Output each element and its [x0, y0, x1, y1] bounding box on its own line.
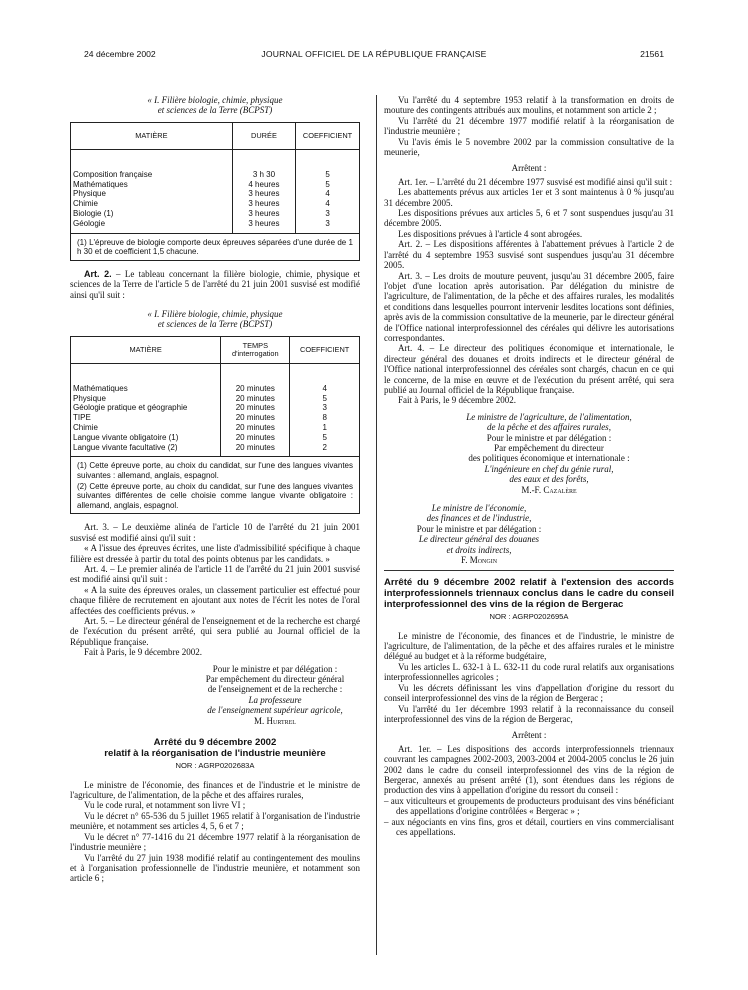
- paragraph: Vu le décret n° 77-1416 du 21 décembre 1977 relatif à la réorganisation de l'industrie meunière ;: [70, 831, 360, 853]
- duration-cell: 3 heures: [232, 189, 295, 199]
- paragraph: Vu l'arrêté du 4 septembre 1953 relatif à la transformation en droits de mouture des contingents attribués aux moulins, et notamment son article 2 ;: [384, 95, 674, 116]
- signature-block-economie: [384, 503, 574, 565]
- duration-cell: 20 minutes: [221, 443, 290, 453]
- table-row: [71, 413, 359, 423]
- signature-line: de la pêche et des affaires rurales,: [487, 422, 611, 433]
- subject-cell: Géologie: [73, 218, 106, 228]
- coefficient-cell: 4: [296, 189, 359, 199]
- page-header: [0, 49, 748, 61]
- table-row: [71, 189, 359, 199]
- signature-block: [190, 664, 360, 726]
- fait-a-paris: Fait à Paris, le 9 décembre 2002.: [398, 395, 516, 406]
- paragraph: Vu l'arrêté du 21 décembre 1977 modifié relatif à la réorganisation de l'industrie meunière ;: [384, 115, 674, 137]
- signature-block-agriculture: [424, 412, 674, 495]
- signatory-name: F. Mongin: [460, 555, 498, 566]
- paragraph: Les dispositions prévues aux articles 5, 6 et 7 sont suspendues jusqu'au 31 décembre 2005.: [384, 208, 674, 229]
- table2: [70, 336, 360, 515]
- table2-header: MATIÈRE: [71, 337, 221, 364]
- table2-header-line: d'interrogation: [232, 348, 279, 358]
- subject-cell: Géologie pratique et géographie: [73, 403, 188, 413]
- nor-reference: NOR : AGRP0202695A: [489, 612, 569, 622]
- table-row: [71, 180, 359, 190]
- coefficient-cell: 5: [290, 394, 359, 404]
- arretent-heading: Arrêtent :: [511, 730, 547, 741]
- coefficient-cell: 8: [290, 413, 359, 423]
- table2-title: « I. Filière biologie, chimie, physique: [147, 309, 283, 319]
- subject-cell: Mathématiques: [73, 179, 128, 189]
- fait-a-paris: Fait à Paris, le 9 décembre 2002.: [84, 647, 202, 658]
- signature-line: des eaux et des forêts,: [509, 474, 589, 485]
- coefficient-cell: 3: [296, 209, 359, 219]
- duration-cell: 20 minutes: [221, 403, 290, 413]
- table2-header: COEFFICIENT: [290, 337, 359, 364]
- list-item: – aux viticulteurs et groupements de producteurs produisant des vins bénéficiant des appellations d'origine contrôlées « Bergerac » ;: [384, 795, 674, 817]
- list-item: – aux négociants en vins fins, gros et détail, courtiers en vins commercialisant ces appellations.: [384, 816, 674, 837]
- signature-line: La professeure: [248, 694, 302, 705]
- signature-line: Par empêchement du directeur: [494, 443, 604, 453]
- signature-line: Le ministre de l'agriculture, de l'alimentation,: [466, 411, 632, 422]
- coefficient-cell: 3: [290, 403, 359, 413]
- article-2-text: – Le tableau concernant la filière biologie, chimie, physique et sciences de la Terre de l'article 5 de l'arrêté du 21 juin 2001 susvisé est modifié ainsi qu'il suit :: [70, 268, 361, 300]
- article-1: Art. 1er. – Les dispositions des accords interprofessionnels triennaux couvrant les campagnes 2002-2003, 2003-2004 et 2004-2005 conclus le 26 juin 2002 dans le cadre du conseil interprofessionnel des vins de la région de Bergerac, annexés au présent arrêté (1), sont étendues dans les régions de production des vins à appellation d'origine du ressort du conseil :: [384, 743, 674, 796]
- paragraph: Le ministre de l'économie, des finances et de l'industrie et le ministre de l'agriculture, de l'alimentation, de la pêche et des affaires rurales,: [70, 779, 360, 801]
- signature-line: et droits indirects,: [446, 544, 512, 555]
- table-row: [71, 199, 359, 209]
- subject-cell: Chimie: [73, 423, 98, 432]
- paragraph: Le ministre de l'économie, des finances et de l'industrie, le ministre de l'agriculture, de l'alimentation, de la pêche et des affaires rurales et le ministre délégué au budget et à la réforme budgétaire,: [384, 630, 674, 662]
- signature-line: Pour le ministre et par délégation :: [212, 663, 338, 674]
- paragraph: Vu les décrets définissant les vins d'appellation d'origine du ressort du conseil interprofessionnel des vins de la région de Bergerac ;: [384, 682, 674, 704]
- table-row: [71, 423, 359, 433]
- article-3: Art. 3. – Le deuxième alinéa de l'article 10 de l'arrêté du 21 juin 2001 susvisé est modifié ainsi qu'il suit :: [70, 522, 360, 543]
- table1-subtitle: et sciences de la Terre (BCPST): [157, 105, 273, 116]
- journal-title: JOURNAL OFFICIEL DE LA RÉPUBLIQUE FRANÇAISE: [261, 49, 487, 59]
- article-3-quote: « A l'issue des épreuves écrites, une liste d'admissibilité spécifique à chaque filière est dressée à partir du total des points obtenus par les candidats. »: [70, 543, 360, 564]
- table1-header: COEFFICIENT: [296, 123, 359, 150]
- signature-line: Le directeur général des douanes: [418, 534, 540, 545]
- table-row: [71, 209, 359, 219]
- table-row: [71, 384, 359, 394]
- duration-cell: 3 h 30: [232, 170, 295, 180]
- table2-note-1: (1) Cette épreuve porte, au choix du candidat, sur l'une des langues vivantes suivantes : allemand, anglais, espagnol.: [71, 456, 359, 481]
- coefficient-cell: 4: [290, 384, 359, 394]
- subject-cell: Langue vivante obligatoire (1): [73, 432, 179, 442]
- duration-cell: 3 heures: [232, 209, 295, 219]
- article-4: Art. 4. – Le premier alinéa de l'article 11 de l'arrêté du 21 juin 2001 susvisé est modifié ainsi qu'il suit :: [70, 563, 360, 585]
- signature-line: de l'enseignement supérieur agricole,: [207, 705, 343, 716]
- coefficient-cell: 2: [290, 443, 359, 453]
- article-1: Art. 1er. – L'arrêté du 21 décembre 1977 susvisé est modifié ainsi qu'il suit :: [398, 176, 673, 187]
- paragraph: Vu le code rural, et notamment son livre VI ;: [84, 800, 246, 811]
- page-number: 21561: [640, 49, 664, 59]
- paragraph: Vu l'avis émis le 5 novembre 2002 par la commission consultative de la meunerie,: [384, 136, 674, 158]
- subject-cell: Physique: [73, 189, 106, 199]
- coefficient-cell: 5: [296, 180, 359, 190]
- article-4-quote: « A la suite des épreuves orales, un classement particulier est effectué pour chaque filière de recrutement en ajoutant aux notes de l'écrit les notes de l'oral affectées des coefficients prévus. »: [70, 584, 360, 616]
- decree-title: Arrêté du 9 décembre 2002: [153, 737, 277, 749]
- right-column: [384, 95, 674, 837]
- subject-cell: Chimie: [73, 199, 98, 209]
- subject-cell: Composition française: [73, 169, 153, 179]
- signature-line: de l'enseignement et de la recherche :: [207, 684, 343, 695]
- table2-header: [221, 337, 290, 364]
- article-2: Art. 2. – Les dispositions afférentes à l'abattement prévues à l'article 2 de l'arrêté du 4 septembre 1953 susvisé sont suspendues jusqu'au 31 décembre 2005.: [384, 239, 674, 271]
- signatory-name: M.-F. Cazalère: [521, 484, 577, 495]
- decree-subtitle: relatif à la réorganisation de l'industrie meunière: [104, 747, 326, 759]
- subject-cell: TIPE: [73, 413, 91, 423]
- subject-cell: Langue vivante facultative (2): [73, 442, 178, 452]
- coefficient-cell: 1: [290, 423, 359, 433]
- table1-header: DURÉE: [232, 123, 295, 150]
- duration-cell: 20 minutes: [221, 433, 290, 443]
- coefficient-cell: 5: [296, 170, 359, 180]
- paragraph: Les dispositions prévues à l'article 4 sont abrogées.: [398, 228, 583, 239]
- signature-line: des politiques économique et internationale :: [468, 453, 630, 464]
- table-row: [71, 394, 359, 404]
- duration-cell: 3 heures: [232, 219, 295, 229]
- signature-line: Le ministre de l'économie,: [431, 503, 527, 514]
- duration-cell: 20 minutes: [221, 394, 290, 404]
- signature-line: Pour le ministre et par délégation :: [416, 523, 542, 534]
- table-row: [71, 170, 359, 180]
- table1-title: « I. Filière biologie, chimie, physique: [147, 95, 283, 105]
- paragraph: Vu l'arrêté du 1er décembre 1993 relatif à la reconnaissance du conseil interprofessionnel des vins de la région de Bergerac,: [384, 703, 674, 724]
- signatory-name: M. Hurtrel: [254, 715, 296, 726]
- coefficient-cell: 4: [296, 199, 359, 209]
- table2-subtitle: et sciences de la Terre (BCPST): [157, 319, 273, 330]
- paragraph: Vu l'arrêté du 27 juin 1938 modifié relatif au contingentement des moulins et à l'organisation professionnelle de l'industrie meunière, et notamment son article 6 ;: [70, 852, 360, 884]
- table2-grid: [71, 337, 359, 457]
- subject-cell: Biologie (1): [73, 209, 114, 218]
- table1-note: (1) L'épreuve de biologie comporte deux épreuves séparées d'une durée de 1 h 30 et de coefficient 1,5 chacune.: [71, 233, 359, 260]
- subject-cell: Mathématiques: [73, 383, 128, 393]
- paragraph: Vu les articles L. 632-1 à L. 632-11 du code rural relatifs aux organisations interprofessionnelles agricoles ;: [384, 661, 674, 683]
- paragraph: Vu le décret n° 65-536 du 5 juillet 1965 relatif à l'organisation de l'industrie meunière, et notamment ses articles 4, 5, 6 et 7 ;: [70, 810, 360, 832]
- column-divider: [376, 95, 377, 955]
- paragraph: Les abattements prévus aux articles 1er et 3 sont maintenus à 0 % jusqu'au 31 décembre 2005.: [384, 187, 674, 208]
- left-column: [70, 95, 360, 884]
- duration-cell: 20 minutes: [221, 384, 290, 394]
- table-row: [71, 433, 359, 443]
- table1-grid: [71, 123, 359, 233]
- table1: [70, 122, 360, 261]
- signature-line: L'ingénieure en chef du génie rural,: [484, 463, 614, 474]
- article-4: Art. 4. – Le directeur des politiques économique et internationale, le directeur général des douanes et droits indirects et le directeur général de l'Office national interprofessionnel des céréales sont chargés, chacun en ce qui le concerne, de la mise en œuvre et de l'exécution du présent arrêté, qui sera publié au Journal officiel de la République française.: [384, 343, 674, 395]
- duration-cell: 20 minutes: [221, 423, 290, 433]
- table2-note-2: (2) Cette épreuve porte, au choix du candidat, sur l'une des langues vivantes suivantes différentes de celle choisie comme langue vivante obligatoire : allemand, anglais, espagnol.: [77, 481, 353, 510]
- signature-line: Par empêchement du directeur général: [205, 674, 345, 685]
- coefficient-cell: 5: [290, 433, 359, 443]
- table-row: [71, 219, 359, 229]
- header-date: 24 décembre 2002: [84, 49, 156, 59]
- duration-cell: 20 minutes: [221, 413, 290, 423]
- article-3: Art. 3. – Les droits de mouture peuvent, jusqu'au 31 décembre 2005, faire l'objet d'une location après autorisation. Par délégation du ministre de l'agriculture, de l'alimentation, de la pêche et des affaires rurales, les modalités et conditions dans lesquelles pourront intervenir lesdites locations sont définies, après avis de la commission consultative de la meunerie, par le directeur général de l'Office national interprofessionnel des céréales qui délivre les autorisations correspondantes.: [384, 270, 674, 343]
- section-rule: [384, 570, 674, 571]
- table-row: [71, 403, 359, 413]
- duration-cell: 3 heures: [232, 199, 295, 209]
- article-5: Art. 5. – Le directeur général de l'enseignement et de la recherche est chargé de l'exécution du présent arrêté, qui sera publié au Journal officiel de la République française.: [70, 616, 360, 647]
- table2-header-line: TEMPS: [242, 340, 269, 350]
- article-2: Art. 2. – Le tableau concernant la filière biologie, chimie, physique et sciences de la Terre de l'article 5 de l'arrêté du 21 juin 2001 susvisé est modifié ainsi qu'il suit :: [70, 268, 361, 300]
- duration-cell: 4 heures: [232, 180, 295, 190]
- signature-line: Pour le ministre et par délégation :: [486, 432, 612, 443]
- table-row: [71, 443, 359, 453]
- nor-reference: NOR : AGRP0202683A: [175, 761, 255, 771]
- arretent-heading: Arrêtent :: [511, 163, 547, 174]
- decree-title: Arrêté du 9 décembre 2002 relatif à l'extension des accords interprofessionnels triennaux conclus dans le cadre du conseil interprofessionnel des vins de la région de Bergerac: [384, 577, 674, 610]
- coefficient-cell: 3: [296, 219, 359, 229]
- signature-line: des finances et de l'industrie,: [426, 513, 532, 524]
- table1-header: MATIÈRE: [71, 123, 232, 150]
- subject-cell: Physique: [73, 393, 106, 403]
